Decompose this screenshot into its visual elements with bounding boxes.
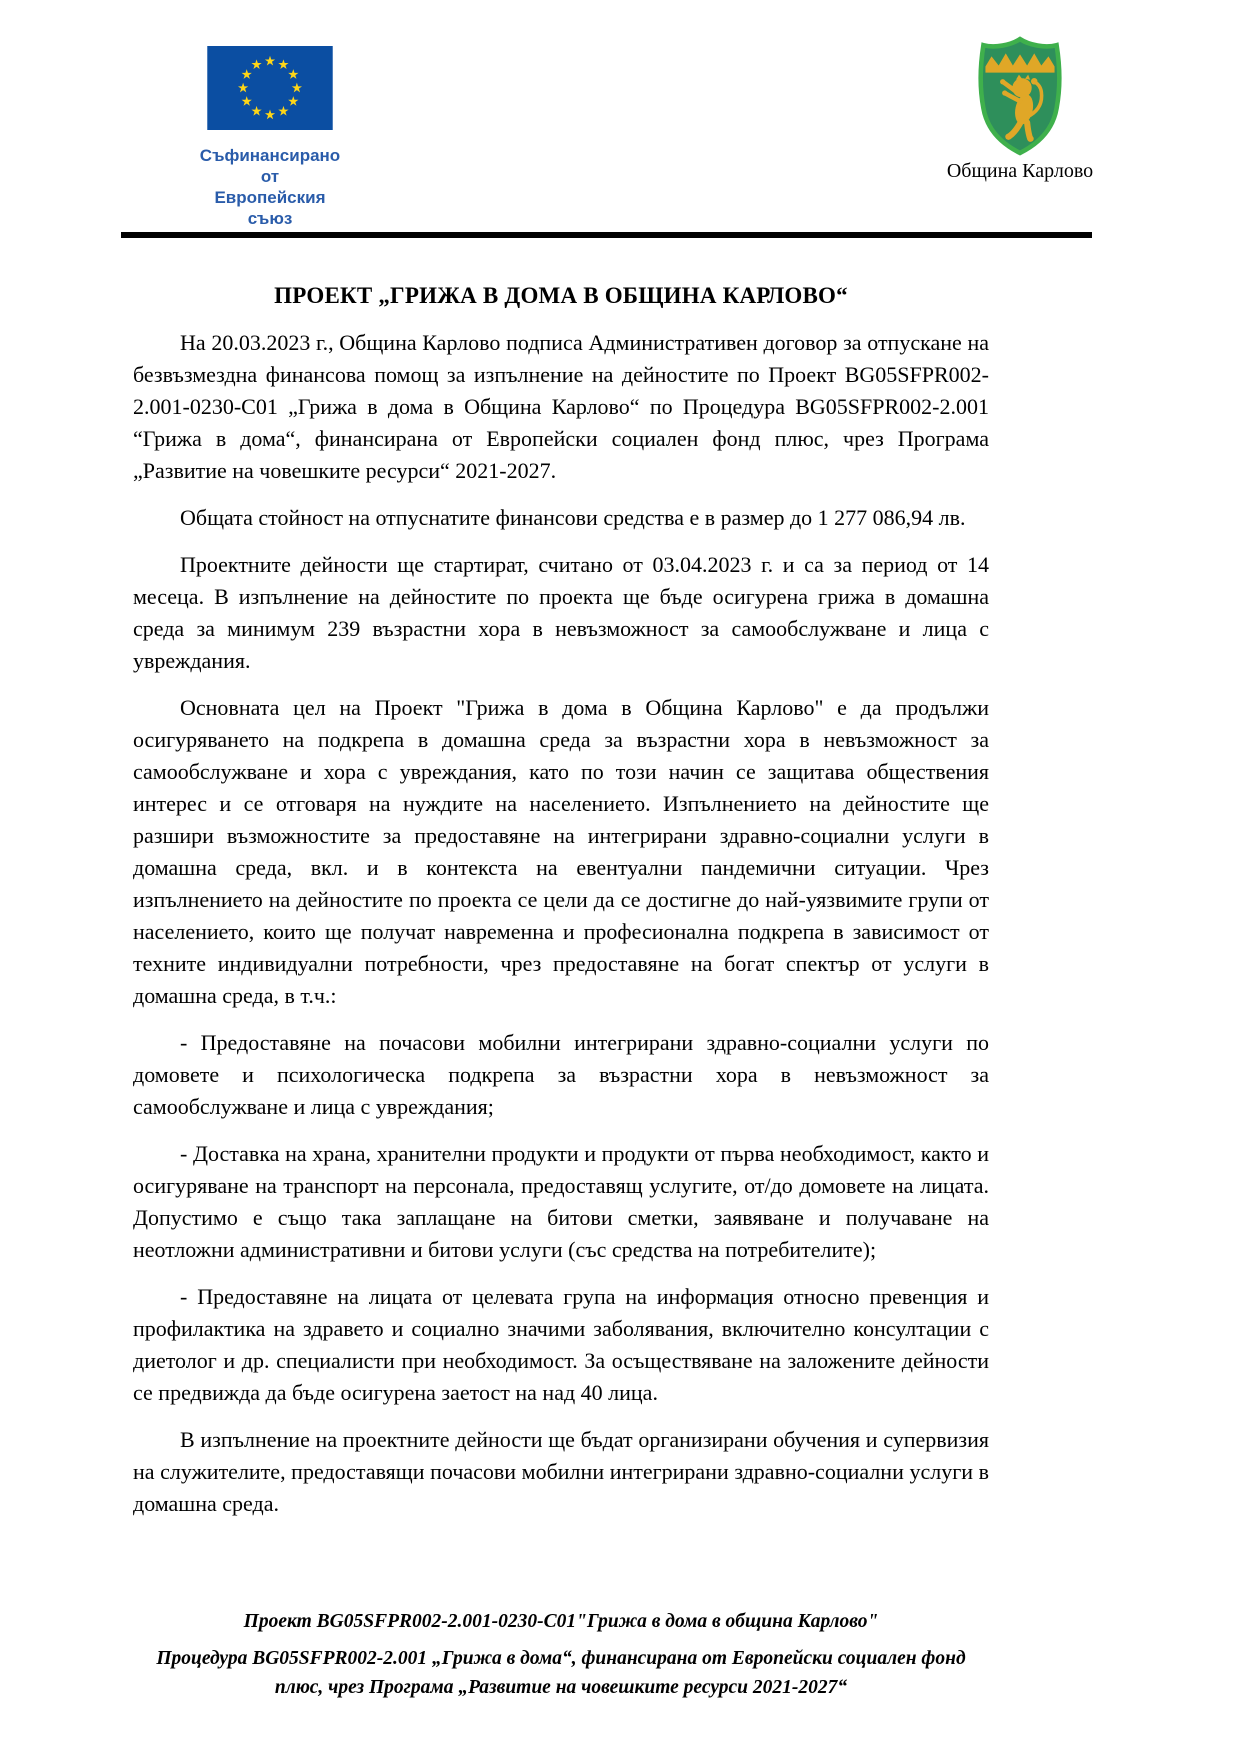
eu-logo-caption [195, 145, 345, 229]
bullet-services: - Предоставяне на почасови мобилни интегрирани здравно-социални услуги по домовете и психологическа подкрепа за възрастни хора в невъзможност за самообслужване и лица с увреждания; [133, 1030, 989, 1119]
paragraph-budget: Общата стойност на отпуснатите финансови средства е в размер до 1 277 086,94 лв. [180, 505, 966, 530]
karlovo-logo-caption: Община Карлово [946, 160, 1094, 182]
eu-caption-line1: Съфинансирано от [199, 146, 341, 186]
document-footer [133, 1607, 989, 1710]
karlovo-coat-of-arms-icon [973, 34, 1067, 156]
footer-procedure-line: Процедура BG05SFPR002-2.001 „Грижа в дома“, финансирана от Европейски социален фонд плюс, чрез Програма „Развитие на човешките ресурси 2021-2027“ [156, 1648, 966, 1698]
eu-flag-icon [207, 46, 333, 130]
document-body [133, 283, 989, 1535]
bullet-information: - Предоставяне на лицата от целевата група на информация относно превенция и профилактика на здравето и социално значими заболявания, включително консултации с диетолог и др. специалисти при необходимост. За осъществяване на заложените дейности се предвижда да бъде осигурена заетост на над 40 лица. [133, 1284, 989, 1405]
footer-project-line: Проект BG05SFPR002-2.001-0230-C01"Грижа в дома в община Карлово" [243, 1611, 879, 1632]
eu-caption-line2: Европейския съюз [214, 188, 326, 228]
eu-cofunded-logo [195, 46, 345, 229]
karlovo-municipality-logo [945, 34, 1095, 183]
paragraph-timeline: Проектните дейности ще стартират, считано от 03.04.2023 г. и са за период от 14 месеца. В изпълнение на дейностите по проекта ще бъде осигурена грижа в домашна среда за минимум 239 възрастни хора в невъзможност за самообслужване и лица с увреждания. [133, 552, 989, 673]
bullet-delivery: - Доставка на храна, хранителни продукти и продукти от първа необходимост, както и осигуряване на транспорт на персонала, предоставящ услугите, от/до домовете на лицата. Допустимо е също така заплащане на битови сметки, заявяване и получаване на неотложни административни и битови услуги (със средства на потребителите); [133, 1141, 989, 1262]
header-divider [121, 232, 1092, 238]
paragraph-goal: Основната цел на Проект "Грижа в дома в Община Карлово" е да продължи осигуряването на подкрепа в домашна среда за възрастни хора в невъзможност за самообслужване и хора с увреждания, като по този начин се защитава обществения интерес и се отговаря на нуждите на населението. Изпълнението на дейностите ще разшири възможностите за предоставяне на интегрирани здравно-социални услуги в домашна среда, вкл. и в контекста на евентуални пандемични ситуации. Чрез изпълнението на дейностите по проекта се цели да се достигне до най-уязвимите групи от населението, които ще получат навременна и професионална подкрепа в зависимост от техните индивидуални потребности, чрез предоставяне на богат спектър от услуги в домашна среда, в т.ч.: [133, 695, 989, 1008]
paragraph-intro: На 20.03.2023 г., Община Карлово подписа Административен договор за отпускане на безвъзмездна финансова помощ за изпълнение на дейностите по Проект BG05SFPR002-2.001-0230-C01 „Грижа в дома в Община Карлово“ по Процедура BG05SFPR002-2.001 “Грижа в дома“, финансирана от Европейски социален фонд плюс, чрез Програма „Развитие на човешките ресурси“ 2021-2027. [133, 330, 989, 483]
paragraph-training: В изпълнение на проектните дейности ще бъдат организирани обучения и супервизия на служителите, предоставящи почасови мобилни интегрирани здравно-социални услуги в домашна среда. [133, 1427, 989, 1516]
document-title: ПРОЕКТ „ГРИЖА В ДОМА В ОБЩИНА КАРЛОВО“ [274, 283, 848, 308]
